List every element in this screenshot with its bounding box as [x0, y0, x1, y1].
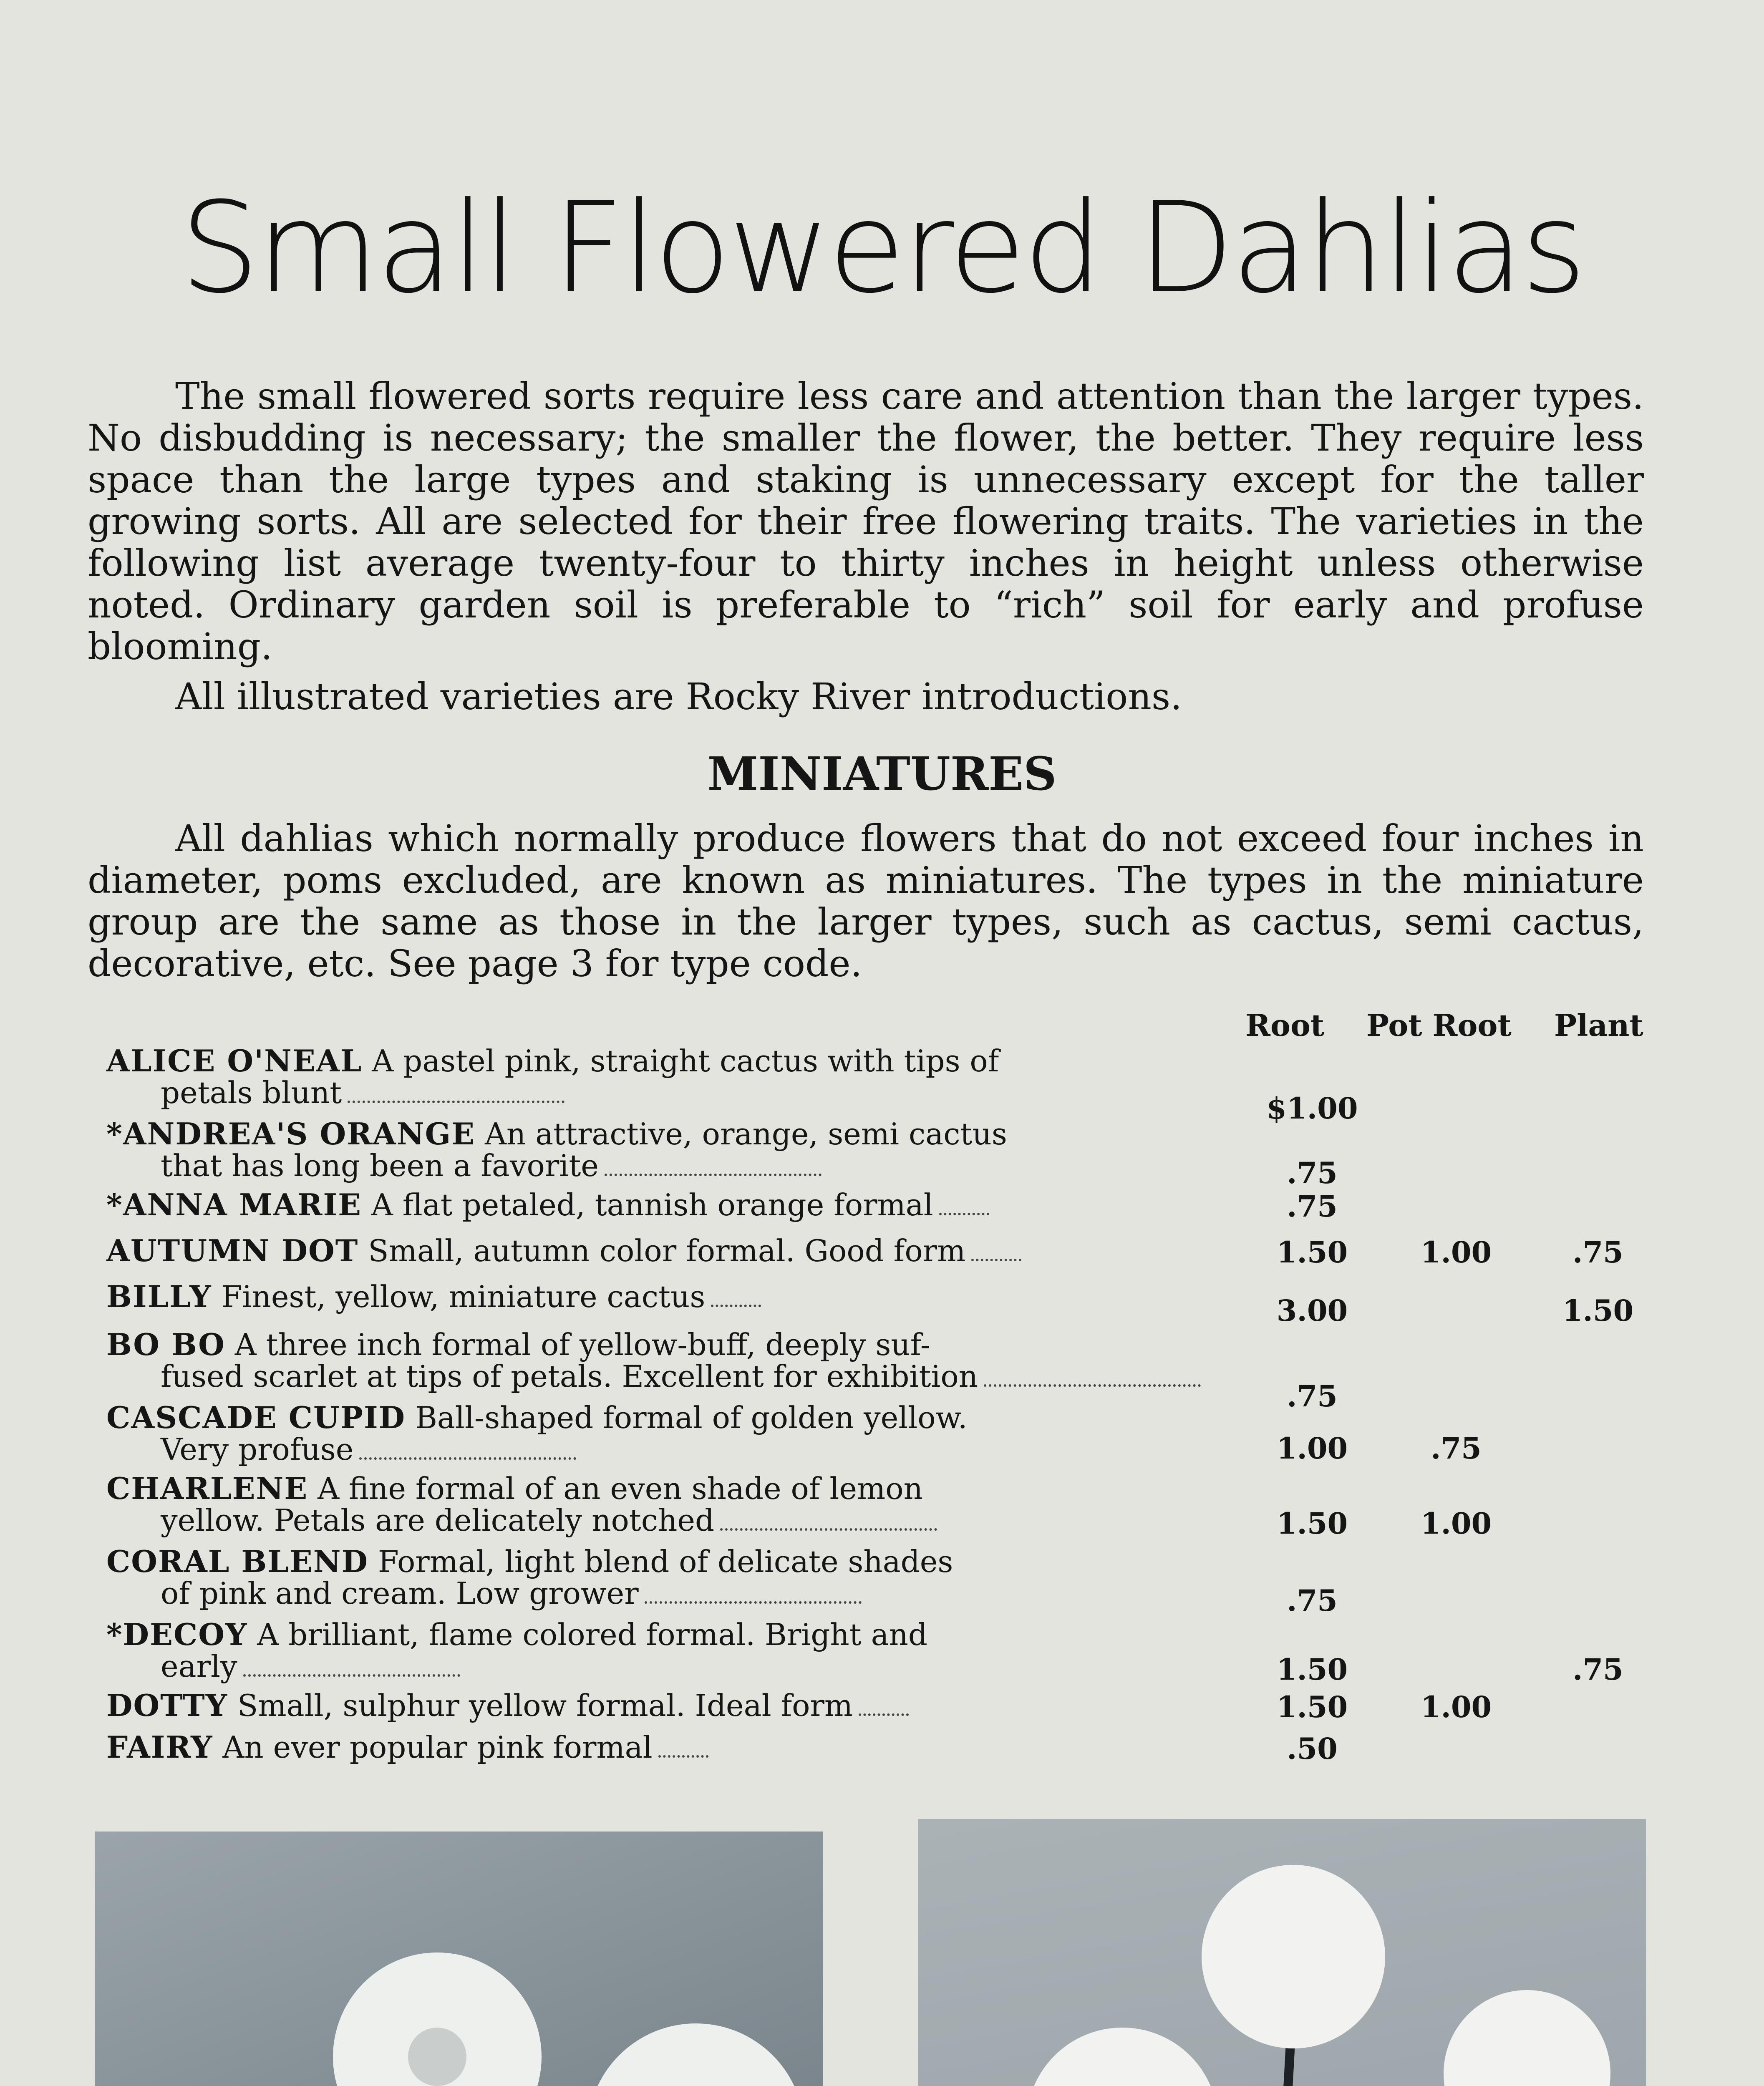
variety-name: BO BO — [106, 1327, 225, 1362]
price-root: 1.50 — [1276, 1235, 1348, 1270]
page-title: Small Flowered Dahlias — [180, 175, 1584, 321]
variety-entry — [106, 1329, 1174, 1392]
variety-description: A fine formal of an even shade of lemon — [318, 1471, 923, 1506]
variety-entry — [106, 1473, 1174, 1536]
leader-dots — [939, 1212, 989, 1215]
price-pot-root: 1.00 — [1420, 1506, 1492, 1541]
variety-description-continued: fused scarlet at tips of petals. Excellent for exhibition — [161, 1359, 978, 1394]
variety-description: Finest, yellow, miniature cactus — [221, 1279, 706, 1314]
variety-description-continued: Very profuse — [161, 1432, 354, 1467]
variety-entry — [106, 1118, 1174, 1182]
leader-dots — [359, 1457, 576, 1460]
variety-entry — [106, 1235, 1174, 1267]
variety-description: A brilliant, flame colored formal. Bright and — [257, 1617, 927, 1652]
price-root: .75 — [1287, 1189, 1338, 1224]
variety-description-continued: of pink and cream. Low grower — [161, 1576, 639, 1611]
price-pot-root: 1.00 — [1420, 1690, 1492, 1724]
price-root: .75 — [1287, 1583, 1338, 1618]
price-plant: 1.50 — [1562, 1293, 1634, 1328]
intro-paragraph: The small flowered sorts require less care and attention than the larger types. No disbudding is necessary; the smaller the flower, the better. They require less space than the large types and staking is unnecessary except for the taller growing sorts. All are selected for their free flowering traits. The varieties in the following list average twenty-four to thirty inches in height unless otherwise noted. Ordinary garden soil is preferable to “rich” soil for early and profuse blooming. — [88, 375, 1644, 668]
variety-description: A flat petaled, tannish orange formal — [371, 1187, 933, 1222]
leader-dots — [971, 1258, 1021, 1261]
price-root: .75 — [1287, 1156, 1338, 1190]
price-root: 3.00 — [1276, 1293, 1348, 1328]
variety-entry — [106, 1402, 1174, 1465]
column-header-pot-root: Pot Root — [1366, 1008, 1512, 1043]
leader-dots — [348, 1100, 564, 1103]
dotty-flower-illustration — [918, 1819, 1646, 2086]
variety-name: AUTUMN DOT — [106, 1233, 359, 1268]
variety-description-continued: petals blunt — [161, 1075, 342, 1110]
variety-description: Small, autumn color formal. Good form — [368, 1233, 966, 1268]
variety-description-continued: yellow. Petals are delicately notched — [161, 1503, 715, 1538]
variety-name: CASCADE CUPID — [106, 1400, 406, 1435]
variety-description: An attractive, orange, semi cactus — [484, 1116, 1007, 1151]
price-root: 1.50 — [1276, 1506, 1348, 1541]
variety-entry — [106, 1189, 1174, 1221]
variety-entry — [106, 1731, 1174, 1763]
variety-entry — [106, 1690, 1174, 1721]
column-header-plant: Plant — [1554, 1008, 1643, 1043]
variety-name: *ANNA MARIE — [106, 1187, 362, 1222]
price-root: .75 — [1287, 1379, 1338, 1413]
price-root: 1.50 — [1276, 1690, 1348, 1724]
price-plant: .75 — [1572, 1652, 1623, 1687]
section-heading-miniatures: MINIATURES — [707, 747, 1057, 801]
variety-entry — [106, 1045, 1174, 1109]
dotty-dahlia-photo — [918, 1819, 1646, 2086]
variety-name: CORAL BLEND — [106, 1544, 369, 1579]
price-pot-root: 1.00 — [1420, 1235, 1492, 1270]
leader-dots — [243, 1674, 460, 1677]
variety-description: A pastel pink, straight cactus with tips of — [372, 1043, 999, 1078]
miniatures-intro: All dahlias which normally produce flowers that do not exceed four inches in diameter, poms excluded, are known as miniatures. The types in the miniature group are the same as those in the larger types, such as cactus, semi cactus, decorative, etc. See page 3 for type code. — [88, 817, 1644, 985]
leader-dots — [984, 1384, 1201, 1387]
price-pot-root: .75 — [1431, 1431, 1482, 1466]
price-root: $1.00 — [1266, 1091, 1358, 1126]
variety-description-continued: that has long been a favorite — [161, 1148, 599, 1183]
leader-dots — [711, 1304, 761, 1307]
variety-name: BILLY — [106, 1279, 212, 1314]
variety-name: DOTTY — [106, 1688, 228, 1723]
leader-dots — [658, 1755, 708, 1758]
price-root: .50 — [1287, 1731, 1338, 1766]
billy-dahlia-photo — [95, 1832, 823, 2086]
variety-entry — [106, 1281, 1174, 1313]
variety-description: Formal, light blend of delicate shades — [378, 1544, 953, 1579]
variety-entry — [106, 1546, 1174, 1609]
leader-dots — [605, 1173, 822, 1176]
variety-name: CHARLENE — [106, 1471, 308, 1506]
variety-description-continued: early — [161, 1649, 237, 1684]
billy-flower-illustration — [95, 1832, 823, 2086]
variety-name: FAIRY — [106, 1729, 213, 1765]
variety-description: A three inch formal of yellow-buff, deeply suf- — [234, 1327, 931, 1362]
leader-dots — [720, 1528, 937, 1531]
variety-name: *DECOY — [106, 1617, 248, 1652]
column-header-root: Root — [1245, 1008, 1325, 1043]
variety-description: Small, sulphur yellow formal. Ideal form — [237, 1688, 853, 1723]
leader-dots — [859, 1713, 909, 1716]
intro-note: All illustrated varieties are Rocky River introductions. — [175, 675, 1182, 718]
price-root: 1.50 — [1276, 1652, 1348, 1687]
variety-description: Ball-shaped formal of golden yellow. — [415, 1400, 968, 1435]
leader-dots — [645, 1601, 862, 1604]
variety-name: ALICE O'NEAL — [106, 1043, 363, 1078]
variety-name: *ANDREA'S ORANGE — [106, 1116, 476, 1151]
price-root: 1.00 — [1276, 1431, 1348, 1466]
variety-entry — [106, 1619, 1174, 1682]
price-plant: .75 — [1572, 1235, 1623, 1270]
variety-description: An ever popular pink formal — [222, 1730, 653, 1765]
